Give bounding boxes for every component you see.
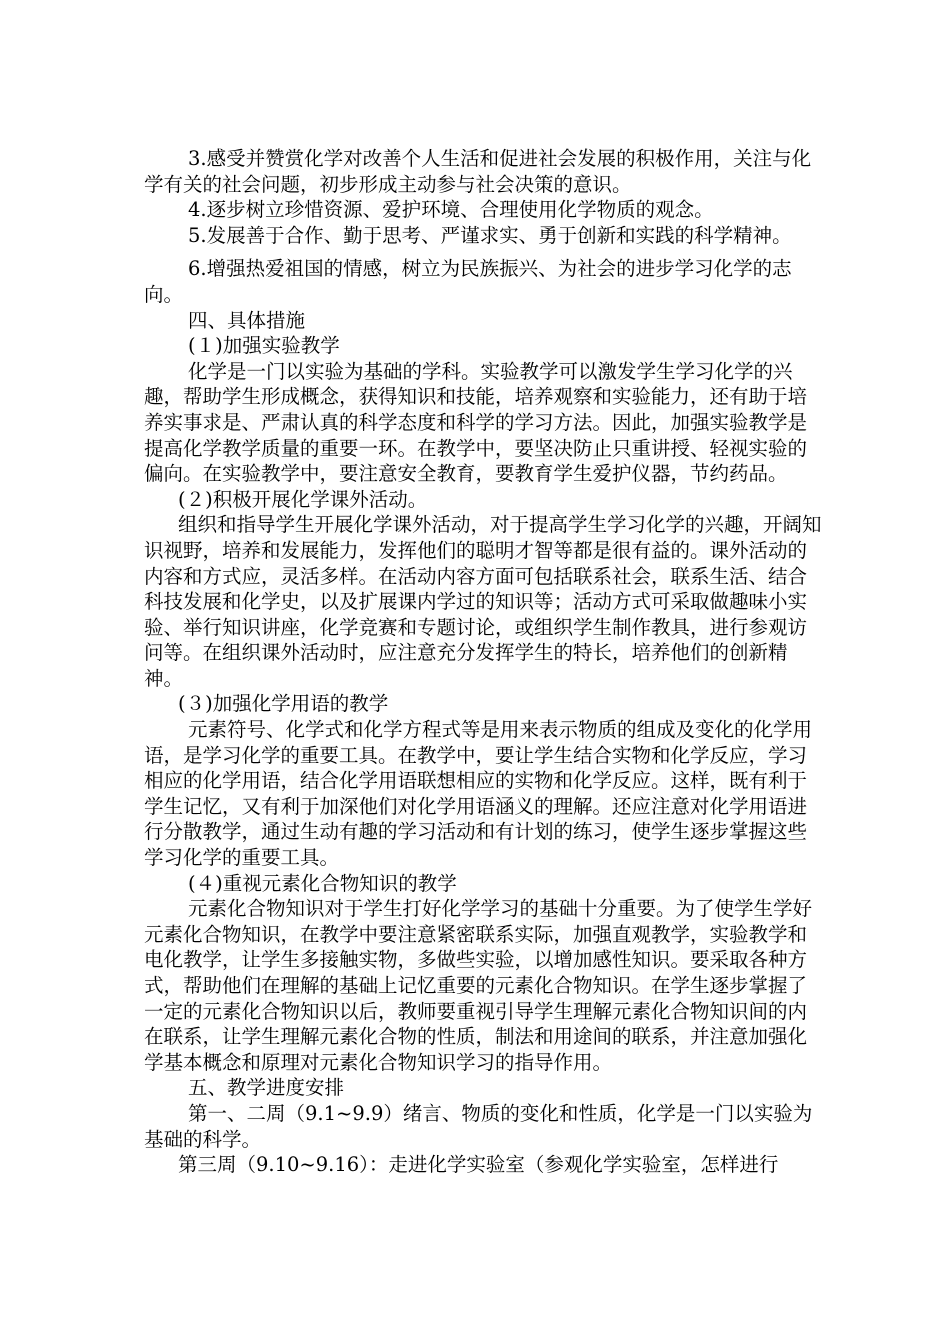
paragraph-chemical-language: 元素符号、化学式和化学方程式等是用来表示物质的组成及变化的化学用语，是学习化学的重要工具。在教学中，要让学生结合实物和化学反应，学习相应的化学用语，结合化学用语联想相应的实物和化学反应。这样，既有利于学生记忆，又有利于加深他们对化学用语涵义的理解。还应注意对化学用语进行分散教学，通过生动有趣的学习活动和有计划的练习，使学生逐步掌握这些学习化学的重要工具。: [144, 718, 813, 870]
subheading-chemical-language: (３)加强化学用语的教学: [178, 692, 389, 716]
goal-paragraph-5: 5.发展善于合作、勤于思考、严谨求实、勇于创新和实践的科学精神。: [188, 223, 792, 247]
subheading-element-compounds: (４)重视元素化合物知识的教学: [188, 871, 457, 895]
subheading-experiment-teaching: (１)加强实验教学: [188, 334, 340, 358]
paragraph-extracurricular: 组织和指导学生开展化学课外活动，对于提高学生学习化学的兴趣，开阔知识视野，培养和发展能力，发挥他们的聪明才智等都是很有益的。课外活动的内容和方式应，灵活多样。在活动内容方面可包括联系社会，联系生活、结合科技发展和化学史，以及扩展课内学过的知识等；活动方式可采取做趣味小实验、举行知识讲座，化学竞赛和专题讨论，或组织学生制作教具，进行参观访问等。在组织课外活动时，应注意充分发挥学生的特长，培养他们的创新精神。: [144, 513, 822, 690]
section-heading-measures: 四、具体措施: [188, 308, 306, 332]
section-heading-schedule: 五、教学进度安排: [188, 1076, 345, 1100]
goal-paragraph-4: 4.逐步树立珍惜资源、爱护环境、合理使用化学物质的观念。: [188, 198, 714, 222]
paragraph-element-compounds: 元素化合物知识对于学生打好化学学习的基础十分重要。为了使学生学好元素化合物知识，在教学中要注意紧密联系实际，加强直观教学，实验教学和电化教学，让学生多接触实物，多做些实验，以增加感性知识。要采取各种方式，帮助他们在理解的基础上记忆重要的元素化合物知识。在学生逐步掌握了一定的元素化合物知识以后，教师要重视引导学生理解元素化合物知识间的内在联系，让学生理解元素化合物的性质，制法和用途间的联系，并注意加强化学基本概念和原理对元素化合物知识学习的指导作用。: [144, 897, 813, 1074]
goal-paragraph-6: 6.增强热爱祖国的情感，树立为民族振兴、为社会的进步学习化学的志向。: [144, 257, 792, 306]
schedule-week-3: 第三周（9.10~9.16）：走进化学实验室（参观化学实验室，怎样进行: [178, 1153, 779, 1177]
schedule-week-1-2: 第一、二周（9.1~9.9）绪言、物质的变化和性质，化学是一门以实验为基础的科学。: [144, 1101, 813, 1151]
document-body: [144, 146, 824, 1178]
goal-paragraph-3: 3.感受并赞赏化学对改善个人生活和促进社会发展的积极作用，关注与化学有关的社会问题，初步形成主动参与社会决策的意识。: [144, 147, 812, 196]
paragraph-experiment-teaching: 化学是一门以实验为基础的学科。实验教学可以激发学生学习化学的兴趣，帮助学生形成概念，获得知识和技能，培养观察和实验能力，还有助于培养实事求是、严肃认真的科学态度和科学的学习方法。因此，加强实验教学是提高化学教学质量的重要一环。在教学中，要坚决防止只重讲授、轻视实验的偏向。在实验教学中，要注意安全教育，要教育学生爱护仪器，节约药品。: [144, 359, 808, 486]
subheading-extracurricular: (２)积极开展化学课外活动。: [178, 487, 428, 511]
